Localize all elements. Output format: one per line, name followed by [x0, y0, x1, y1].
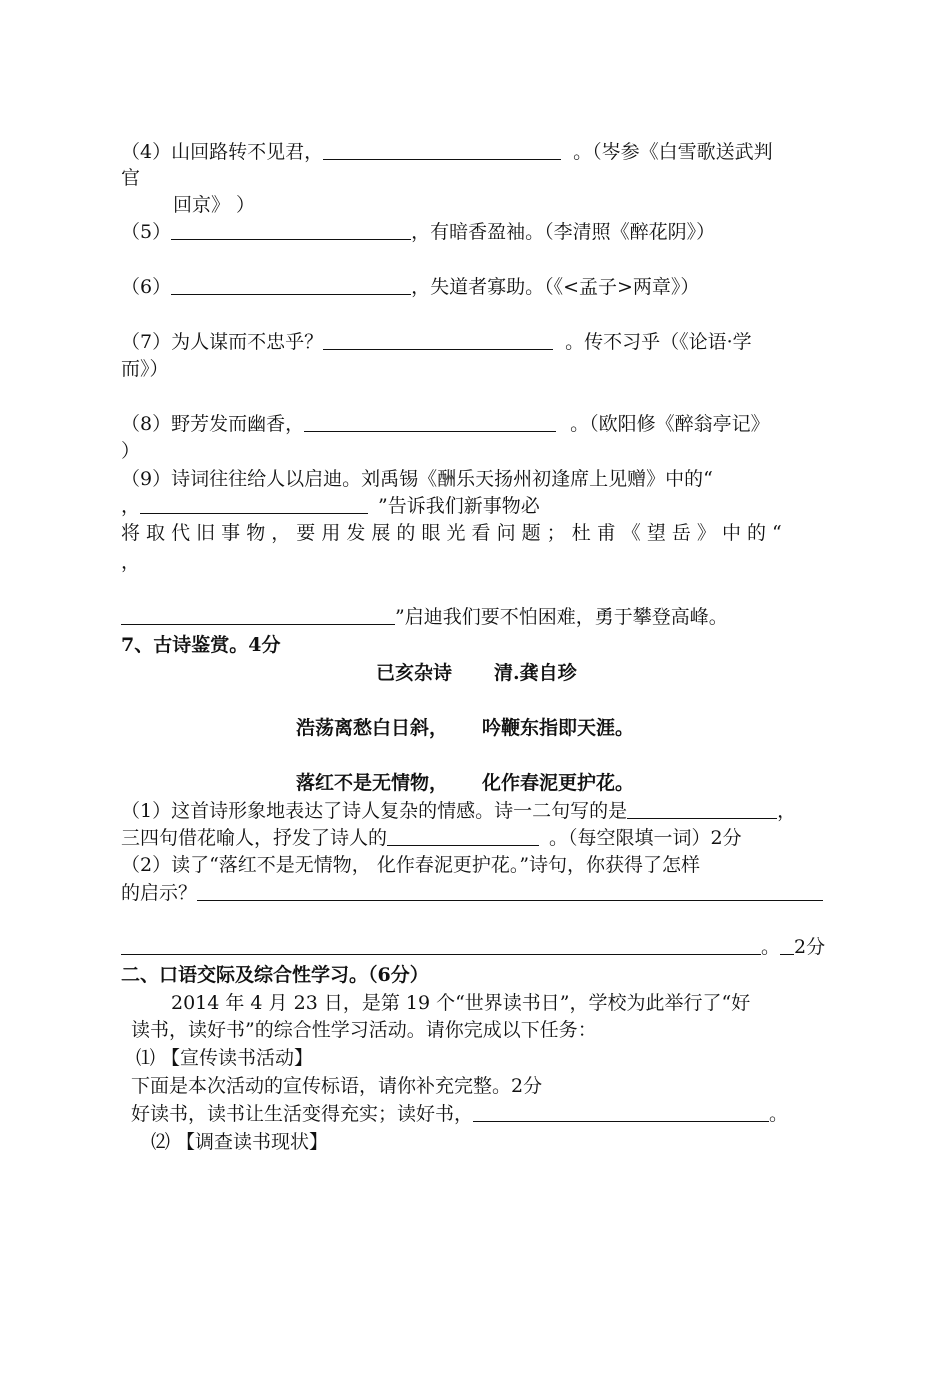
- q6-answer-blank[interactable]: [171, 276, 411, 295]
- q4-prefix: （4）山回路转不见君，: [121, 141, 324, 163]
- subquestion-2-line2: [121, 880, 823, 906]
- q9-line5-suffix: ”启迪我们要不怕困难，勇于攀登高峰。: [395, 606, 728, 628]
- q9-answer-blank-2[interactable]: [121, 606, 395, 625]
- sub1-answer-blank-2[interactable]: [387, 827, 539, 846]
- q7-prefix: （7）为人谋而不忠乎？: [121, 331, 324, 353]
- q4-suffix: 。（岑参《白雪歌送武判: [573, 141, 773, 163]
- q8-suffix: 。（欧阳修《醉翁亭记》: [570, 413, 770, 435]
- sub1-line2-prefix: 三四句借花喻人，抒发了诗人的: [121, 827, 388, 849]
- subquestion-1-line1: [121, 798, 796, 824]
- question-4: [121, 139, 773, 165]
- q8-wrap: ）: [121, 440, 141, 462]
- q9-line2-suffix: ”告诉我们新事物必: [378, 495, 540, 517]
- sub1-line1-suffix: ，: [777, 800, 797, 822]
- poem-title: [376, 660, 577, 686]
- subquestion-2-line3: [121, 934, 825, 960]
- sub2-end: 。: [761, 936, 781, 958]
- task-2-label: ⑵ 【调查读书现状】: [151, 1131, 329, 1153]
- sub2-score: 2分: [794, 936, 826, 958]
- sub2-line2-prefix: 的启示？: [121, 882, 198, 904]
- poem-title-text: 已亥杂诗: [376, 662, 453, 684]
- question-9-line5: [121, 604, 728, 630]
- q4-answer-blank[interactable]: [323, 141, 561, 160]
- q8-prefix: （8）野芳发而幽香，: [121, 413, 305, 435]
- q9-line2-prefix: ，: [121, 495, 141, 517]
- slogan-answer-blank[interactable]: [473, 1103, 769, 1122]
- section-2-intro-line1: 2014 年 4 月 23 日，是第 19 个“世界读书日”，学校为此举行了“好: [171, 992, 751, 1014]
- q4-source-end: 回京》 ）: [173, 194, 256, 216]
- sub2-answer-blank-1[interactable]: [197, 882, 823, 901]
- section-2-heading: 二、口语交际及综合性学习。（6分）: [121, 964, 429, 986]
- q9-answer-blank-1[interactable]: [140, 495, 368, 514]
- question-6: [121, 274, 699, 300]
- sub2-answer-blank-2[interactable]: [121, 936, 761, 955]
- task-1-slogan: [131, 1101, 788, 1127]
- q7-wrap: 而》）: [121, 358, 169, 380]
- subquestion-1-line2: [121, 825, 742, 851]
- question-7: [121, 329, 752, 355]
- question-8: [121, 411, 770, 437]
- question-9-line4: ，: [121, 551, 141, 573]
- section-7-heading: 7、古诗鉴赏。4分: [121, 634, 281, 656]
- q8-answer-blank[interactable]: [304, 413, 556, 432]
- question-9-line3: 将 取 代 旧 事 物 ， 要 用 发 展 的 眼 光 看 问 题 ； 杜 甫 《 望 岳 》 中 的 “: [121, 522, 782, 544]
- slogan-suffix: 。: [769, 1103, 789, 1125]
- sub2-tail-blank: [780, 936, 794, 955]
- slogan-prefix: 好读书，读书让生活变得充实；读好书，: [131, 1103, 474, 1125]
- verse-1a: 浩荡离愁白日斜，: [296, 717, 449, 739]
- q7-answer-blank[interactable]: [323, 331, 553, 350]
- task-1-instruction: 下面是本次活动的宣传标语，请你补充完整。2分: [131, 1075, 543, 1097]
- verse-1b: 吟鞭东指即天涯。: [482, 717, 635, 739]
- q7-suffix: 。传不习乎（《论语·学: [565, 331, 752, 353]
- sub1-answer-blank-1[interactable]: [627, 800, 777, 819]
- question-9-line1: （9）诗词往往给人以启迪。刘禹锡《酬乐天扬州初逢席上见赠》中的“: [121, 468, 713, 490]
- subquestion-2-line1: （2）读了“落红不是无情物， 化作春泥更护花。”诗句，你获得了怎样: [121, 854, 701, 876]
- sub1-line2-suffix: 。（每空限填一词）2分: [549, 827, 742, 849]
- verse-2a: 落红不是无情物，: [296, 772, 449, 794]
- task-1-label: ⑴ 【宣传读书活动】: [136, 1047, 314, 1069]
- q5-prefix: （5）: [121, 221, 172, 243]
- q5-answer-blank[interactable]: [171, 221, 411, 240]
- poem-author: 清.龚自珍: [494, 662, 577, 684]
- q4-wrap: 官: [121, 167, 141, 189]
- q5-suffix: ，有暗香盈袖。（李清照《醉花阴》）: [411, 221, 716, 243]
- poem-verse-2: [296, 770, 634, 796]
- sub1-line1-prefix: （1）这首诗形象地表达了诗人复杂的情感。诗一二句写的是: [121, 800, 628, 822]
- question-5: [121, 219, 715, 245]
- section-2-intro-line2: 读书，读好书”的综合性学习活动。请你完成以下任务：: [131, 1019, 597, 1041]
- q6-prefix: （6）: [121, 276, 172, 298]
- question-9-line2: [121, 493, 540, 519]
- q6-suffix: ，失道者寡助。（《<孟子>两章》）: [411, 276, 700, 298]
- poem-verse-1: [296, 715, 634, 741]
- verse-2b: 化作春泥更护花。: [482, 772, 635, 794]
